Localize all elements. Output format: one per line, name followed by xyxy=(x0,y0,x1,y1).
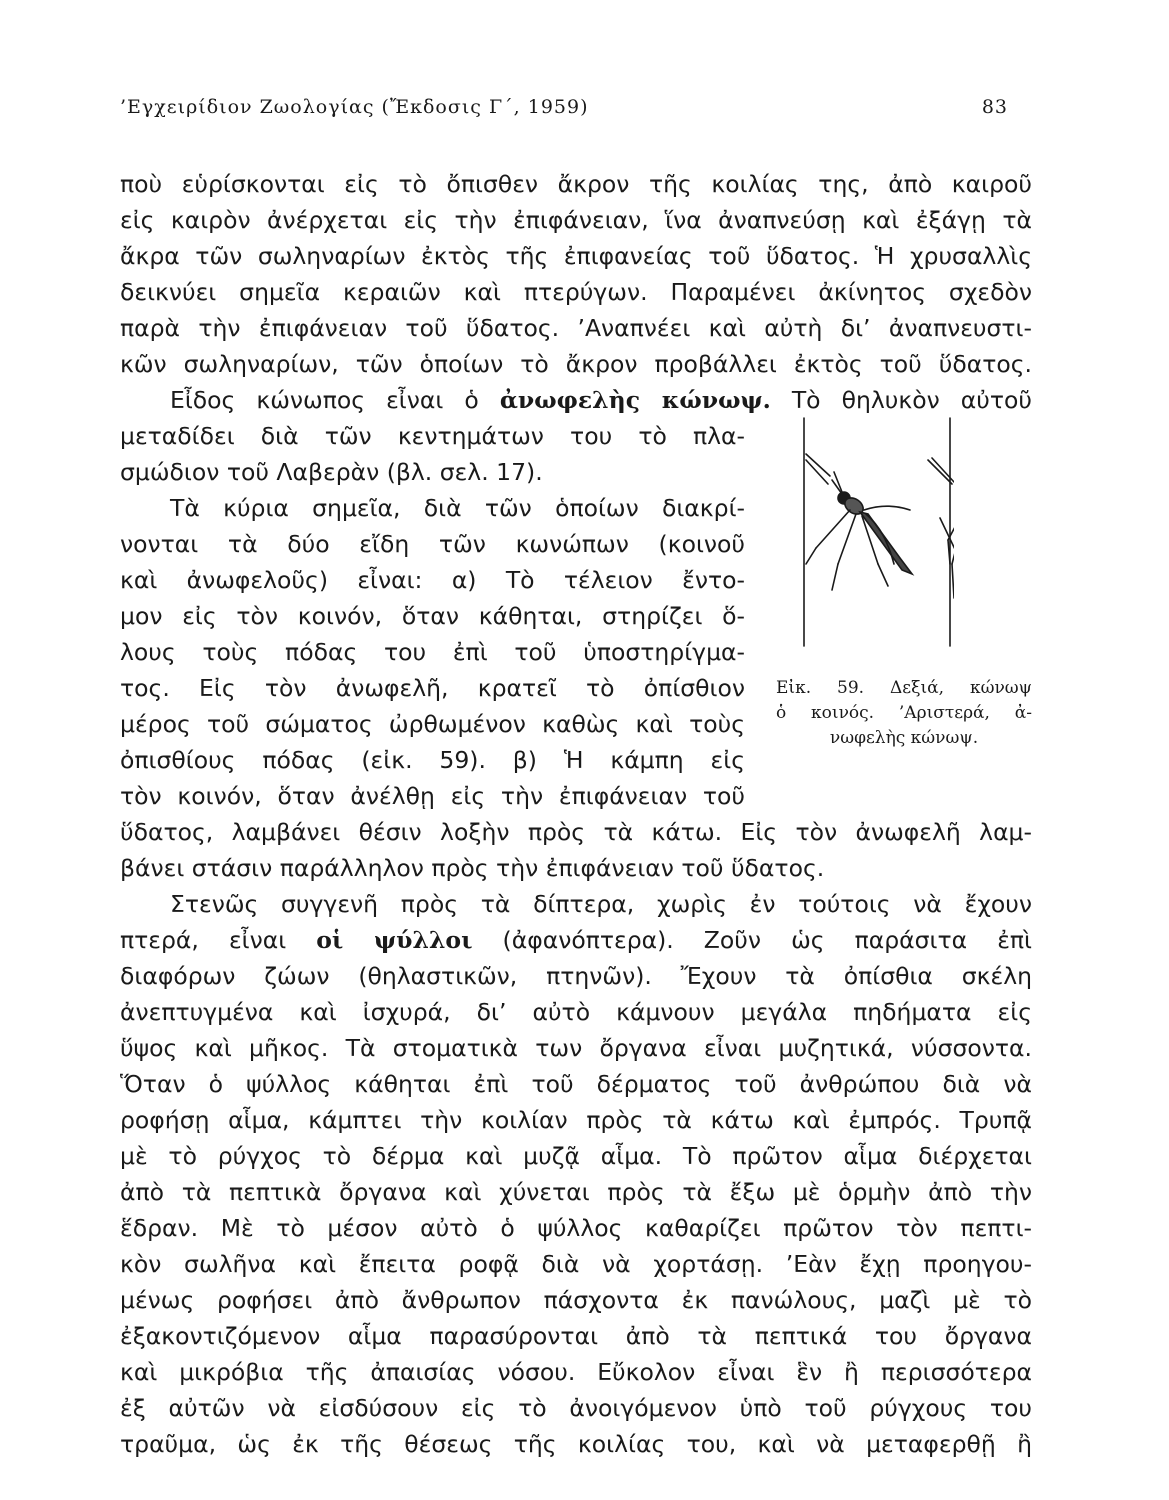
text-line: ἕδραν. Μὲ τὸ μέσον αὐτὸ ὁ ψύλλος καθαρίζει πρῶτον τὸν πεπτι- xyxy=(120,1214,1032,1242)
text-line: ὀπισθίους πόδας (εἰκ. 59). β) Ἡ κάμπη εἰς xyxy=(120,746,745,774)
text-line: τος. Εἰς τὸν ἀνωφελῆ, κρατεῖ τὸ ὀπίσθιον xyxy=(120,674,745,702)
text-line: βάνει στάσιν παράλληλον πρὸς τὴν ἐπιφάνειαν τοῦ ὕδατος. xyxy=(120,854,825,882)
text-line: Τὰ κύρια σημεῖα, διὰ τῶν ὁποίων διακρί- xyxy=(170,494,745,522)
text-line: δεικνύει σημεῖα κεραιῶν καὶ πτερύγων. Παραμένει ἀκίνητος σχεδὸν xyxy=(120,278,1032,306)
figure-caption xyxy=(776,676,1032,751)
text-line: παρὰ τὴν ἐπιφάνειαν τοῦ ὕδατος. ’Αναπνέει καὶ αὐτὴ δι’ ἀναπνευστι- xyxy=(120,314,1032,342)
text-line-anopheles xyxy=(120,382,1032,418)
text-line: Ὅταν ὁ ψύλλος κάθηται ἐπὶ τοῦ δέρματος τοῦ ἀνθρώπου διὰ νὰ xyxy=(120,1070,1032,1098)
term-fleas: οἱ ψύλλοι xyxy=(316,926,473,954)
mosquito-illustration xyxy=(802,414,954,648)
text-line: μὲ τὸ ρύγχος τὸ δέρμα καὶ μυζᾷ αἷμα. Τὸ πρῶτον αἷμα διέρχεται xyxy=(120,1142,1032,1170)
text-line: καὶ ἀνωφελοῦς) εἶναι: α) Τὸ τέλειον ἔντο- xyxy=(120,566,745,594)
text-line: ὕδατος, λαμβάνει θέσιν λοξὴν πρὸς τὰ κάτω. Εἰς τὸν ἀνωφελῆ λαμ- xyxy=(120,818,1032,846)
book-title: ’Εγχειρίδιον Ζωολογίας (Ἔκδοσις Γ΄, 1959) xyxy=(120,96,589,118)
text-run: Τὸ θηλυκὸν αὐτοῦ xyxy=(770,386,1033,414)
text-line: καὶ μικρόβια τῆς ἀπαισίας νόσου. Εὔκολον εἶναι ἓν ἢ περισσότερα xyxy=(120,1358,1032,1386)
text-line: μένως ροφήσει ἀπὸ ἄνθρωπον πάσχοντα ἐκ πανώλους, μαζὶ μὲ τὸ xyxy=(120,1286,1032,1314)
text-line: κὸν σωλῆνα καὶ ἔπειτα ροφᾷ διὰ νὰ χορτάσῃ. ’Εὰν ἔχῃ προηγου- xyxy=(120,1250,1032,1278)
text-line: διαφόρων ζώων (θηλαστικῶν, πτηνῶν). Ἔχουν τὰ ὀπίσθια σκέλη xyxy=(120,962,1032,990)
text-run: πτερά, εἶναι xyxy=(120,926,317,954)
text-run: Εἶδος κώνωπος εἶναι ὁ xyxy=(170,386,500,414)
text-line: μέρος τοῦ σώματος ὠρθωμένον καθὼς καὶ τοὺς xyxy=(120,710,745,738)
text-line: σμώδιον τοῦ Λαβερὰν (βλ. σελ. 17). xyxy=(120,458,543,486)
text-line: ροφήσῃ αἷμα, κάμπτει τὴν κοιλίαν πρὸς τὰ κάτω καὶ ἐμπρός. Τρυπᾷ xyxy=(120,1106,1032,1134)
text-line: τραῦμα, ὡς ἐκ τῆς θέσεως τῆς κοιλίας του, καὶ νὰ μεταφερθῇ ἢ xyxy=(120,1430,1032,1458)
text-line: ἐξ αὐτῶν νὰ εἰσδύσουν εἰς τὸ ἀνοιγόμενον ὑπὸ τοῦ ρύγχους του xyxy=(120,1394,1032,1422)
text-line: μον εἰς τὸν κοινόν, ὅταν κάθηται, στηρίζει ὅ- xyxy=(120,602,745,630)
text-line: εἰς καιρὸν ἀνέρχεται εἰς τὴν ἐπιφάνειαν, ἵνα ἀναπνεύσῃ καὶ ἐξάγῃ τὰ xyxy=(120,206,1032,234)
caption-line: νωφελὴς κώνωψ. xyxy=(829,728,979,748)
anopheles-mosquito xyxy=(806,454,912,590)
text-line-fleas xyxy=(120,922,1032,958)
term-anopheles: ἀνωφελὴς κώνωψ. xyxy=(499,386,771,414)
caption-line: ὁ κοινός. ’Αριστερά, ἀ- xyxy=(776,703,1032,723)
page-number: 83 xyxy=(981,96,1008,118)
text-line: μεταδίδει διὰ τῶν κεντημάτων του τὸ πλα- xyxy=(120,422,745,450)
text-line: ὕψος καὶ μῆκος. Τὰ στοματικὰ των ὄργανα εἶναι μυζητικά, νύσσοντα. xyxy=(120,1034,1032,1062)
caption-line: Εἰκ. 59. Δεξιά, κώνωψ xyxy=(776,678,1032,698)
text-line: ἐξακοντιζόμενον αἷμα παρασύρονται ἀπὸ τὰ πεπτικά του ὄργανα xyxy=(120,1322,1032,1350)
text-run: (ἀφανόπτερα). Ζοῦν ὡς παράσιτα ἐπὶ xyxy=(472,926,1033,954)
text-line: νονται τὰ δύο εἴδη τῶν κωνώπων (κοινοῦ xyxy=(120,530,745,558)
mosquito-figure xyxy=(802,414,954,648)
text-line: ἀνεπτυγμένα καὶ ἰσχυρά, δι’ αὐτὸ κάμνουν μεγάλα πηδήματα εἰς xyxy=(120,998,1032,1026)
text-line: λους τοὺς πόδας του ἐπὶ τοῦ ὑποστηρίγμα- xyxy=(120,638,745,666)
text-line: ποὺ εὑρίσκονται εἰς τὸ ὄπισθεν ἄκρον τῆς κοιλίας της, ἀπὸ καιροῦ xyxy=(120,170,1032,198)
text-line: κῶν σωληναρίων, τῶν ὁποίων τὸ ἄκρον προβάλλει ἐκτὸς τοῦ ὕδατος. xyxy=(120,350,1032,378)
running-header xyxy=(120,96,1008,128)
text-line: ἀπὸ τὰ πεπτικὰ ὄργανα καὶ χύνεται πρὸς τὰ ἔξω μὲ ὁρμὴν ἀπὸ τὴν xyxy=(120,1178,1032,1206)
text-line: Στενῶς συγγενῆ πρὸς τὰ δίπτερα, χωρὶς ἐν τούτοις νὰ ἔχουν xyxy=(170,890,1032,918)
text-line: ἄκρα τῶν σωληναρίων ἐκτὸς τῆς ἐπιφανείας τοῦ ὕδατος. Ἡ χρυσαλλὶς xyxy=(120,242,1032,270)
text-line: τὸν κοινόν, ὅταν ἀνέλθῃ εἰς τὴν ἐπιφάνειαν τοῦ xyxy=(120,782,745,810)
